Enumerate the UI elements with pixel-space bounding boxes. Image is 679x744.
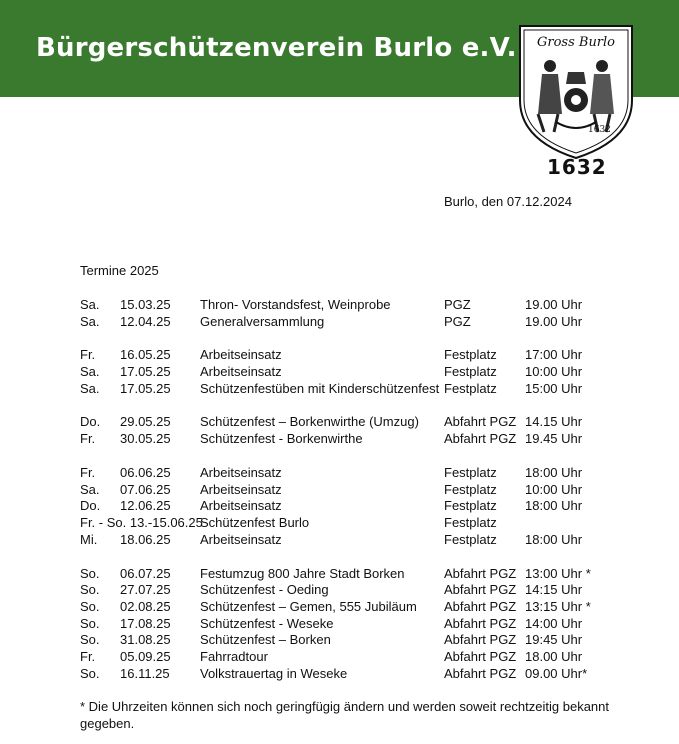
event-date: 15.03.25 <box>120 297 171 312</box>
svg-text:1632: 1632 <box>588 125 611 135</box>
event-day: Sa. <box>80 364 100 379</box>
event-event: Arbeitseinsatz <box>200 532 282 547</box>
event-time: 19:45 Uhr <box>525 632 583 647</box>
event-event: Arbeitseinsatz <box>200 482 282 497</box>
event-place: Festplatz <box>444 347 497 362</box>
event-date: 16.11.25 <box>120 666 170 681</box>
event-place: PGZ <box>444 297 471 312</box>
event-time: 17:00 Uhr <box>525 347 583 362</box>
event-day: Mi. <box>80 532 98 547</box>
event-place: Abfahrt PGZ <box>444 582 517 597</box>
event-day: So. <box>80 566 100 581</box>
event-time: 18:00 Uhr <box>525 532 583 547</box>
event-date: 02.08.25 <box>120 599 171 614</box>
event-event: Schützenfest – Borken <box>200 632 331 647</box>
event-event: Arbeitseinsatz <box>200 465 282 480</box>
event-date: 07.06.25 <box>120 482 171 497</box>
event-event: Thron- Vorstandsfest, Weinprobe <box>200 297 391 312</box>
event-day: Sa. <box>80 482 100 497</box>
event-time: 14:15 Uhr <box>525 582 583 597</box>
event-day: Fr. <box>80 431 96 446</box>
event-event: Schützenfest Burlo <box>200 515 310 530</box>
event-place: Festplatz <box>444 364 497 379</box>
event-time: 14.15 Uhr <box>525 414 583 429</box>
event-day: Do. <box>80 414 101 429</box>
event-day: So. <box>80 666 100 681</box>
event-event: Festumzug 800 Jahre Stadt Borken <box>200 566 405 581</box>
event-event: Schützenfest – Gemen, 555 Jubiläum <box>200 599 417 614</box>
event-day: So. <box>80 582 100 597</box>
event-day: So. <box>80 616 100 631</box>
event-place: Abfahrt PGZ <box>444 616 517 631</box>
section-title: Termine 2025 <box>80 263 159 278</box>
event-event: Volkstrauertag in Weseke <box>200 666 348 681</box>
event-day: Fr. <box>80 347 96 362</box>
event-event: Arbeitseinsatz <box>200 498 282 513</box>
event-time: 19.00 Uhr <box>525 314 583 329</box>
event-date: 06.06.25 <box>120 465 171 480</box>
event-event: Arbeitseinsatz <box>200 347 282 362</box>
event-time: 19.00 Uhr <box>525 297 583 312</box>
event-event: Schützenfestüben mit Kinderschützenfest <box>200 381 440 396</box>
event-time: 18.00 Uhr <box>525 649 583 664</box>
founding-year: 1632 <box>547 155 607 179</box>
event-day: Fr. - So. 13.-15.06.25 <box>80 515 203 530</box>
event-date: 17.05.25 <box>120 381 171 396</box>
event-place: Festplatz <box>444 532 497 547</box>
event-date: 27.07.25 <box>120 582 171 597</box>
event-date: 16.05.25 <box>120 347 171 362</box>
event-place: Festplatz <box>444 381 497 396</box>
event-day: Fr. <box>80 465 96 480</box>
event-day: So. <box>80 599 100 614</box>
event-date: 18.06.25 <box>120 532 171 547</box>
footnote: * Die Uhrzeiten können sich noch geringfügig ändern und werden soweit rechtzeitig bekannt gegeben. <box>80 699 609 731</box>
event-place: Festplatz <box>444 482 497 497</box>
event-place: Abfahrt PGZ <box>444 414 517 429</box>
event-place: Abfahrt PGZ <box>444 649 517 664</box>
event-date: 17.08.25 <box>120 616 171 631</box>
event-time: 15:00 Uhr <box>525 381 583 396</box>
club-title: Bürgerschützenverein Burlo e.V. <box>36 33 517 63</box>
event-date: 12.04.25 <box>120 314 171 329</box>
event-place: Festplatz <box>444 498 497 513</box>
event-day: Sa. <box>80 314 100 329</box>
event-date: 12.06.25 <box>120 498 171 513</box>
event-time: 13:00 Uhr * <box>525 566 591 581</box>
event-place: PGZ <box>444 314 471 329</box>
event-time: 10:00 Uhr <box>525 364 583 379</box>
event-time: 09.00 Uhr* <box>525 666 588 681</box>
event-time: 19.45 Uhr <box>525 431 583 446</box>
event-place: Abfahrt PGZ <box>444 632 517 647</box>
event-time: 18:00 Uhr <box>525 465 583 480</box>
event-time: 14:00 Uhr <box>525 616 583 631</box>
event-place: Abfahrt PGZ <box>444 666 517 681</box>
event-time: 18:00 Uhr <box>525 498 583 513</box>
event-date: 05.09.25 <box>120 649 171 664</box>
event-day: Sa. <box>80 381 100 396</box>
letter-date: Burlo, den 07.12.2024 <box>444 194 572 209</box>
event-date: 29.05.25 <box>120 414 171 429</box>
event-event: Schützenfest - Oeding <box>200 582 329 597</box>
event-time: 13:15 Uhr * <box>525 599 591 614</box>
event-event: Schützenfest – Borkenwirthe (Umzug) <box>200 414 419 429</box>
event-day: Fr. <box>80 649 96 664</box>
event-date: 31.08.25 <box>120 632 171 647</box>
svg-text:Gross Burlo: Gross Burlo <box>536 35 616 50</box>
event-time: 10:00 Uhr <box>525 482 583 497</box>
club-crest-logo <box>514 22 638 162</box>
event-day: Sa. <box>80 297 100 312</box>
event-day: Do. <box>80 498 101 513</box>
event-event: Schützenfest - Borkenwirthe <box>200 431 363 446</box>
event-place: Festplatz <box>444 465 497 480</box>
event-place: Abfahrt PGZ <box>444 599 517 614</box>
event-place: Abfahrt PGZ <box>444 566 517 581</box>
event-place: Festplatz <box>444 515 497 530</box>
event-event: Schützenfest - Weseke <box>200 616 334 631</box>
event-event: Fahrradtour <box>200 649 268 664</box>
event-day: So. <box>80 632 100 647</box>
event-date: 06.07.25 <box>120 566 171 581</box>
event-date: 17.05.25 <box>120 364 171 379</box>
event-event: Arbeitseinsatz <box>200 364 282 379</box>
event-place: Abfahrt PGZ <box>444 431 517 446</box>
event-date: 30.05.25 <box>120 431 171 446</box>
event-event: Generalversammlung <box>200 314 325 329</box>
